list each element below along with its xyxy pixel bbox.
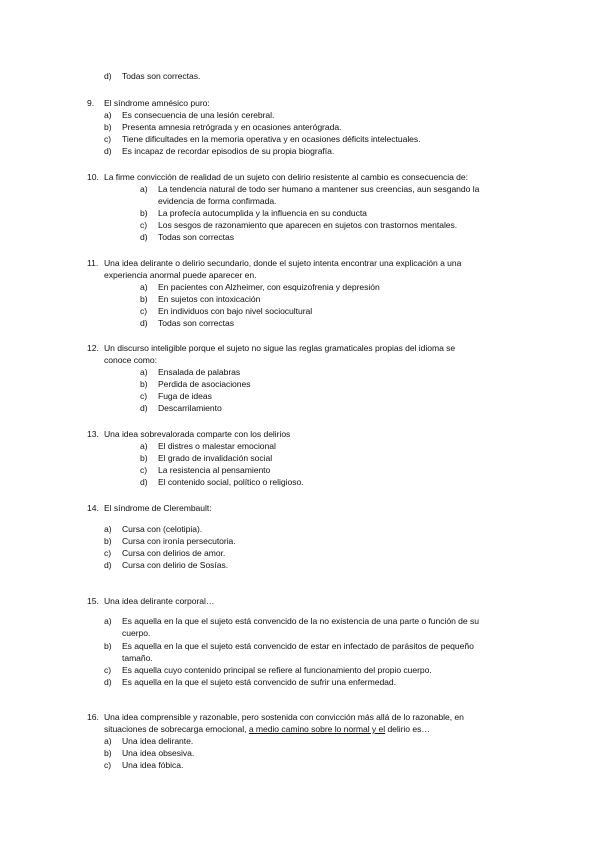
q12-option-c-letter: c)	[140, 391, 148, 401]
q9-number: 9.	[87, 98, 95, 108]
q15-option-c-letter: c)	[104, 665, 112, 675]
q11-number: 11.	[87, 258, 99, 268]
q13-option-c-text: La resistencia al pensamiento	[158, 465, 271, 475]
q9-option-d-letter: d)	[104, 146, 112, 156]
q12-option-b-letter: b)	[140, 379, 148, 389]
q15-option-d-text: Es aquella en la que el sujeto está convencido de sufrir una enfermedad.	[122, 677, 396, 687]
q16-stem-underlined-phrase: a medio camino sobre lo normal y el	[248, 724, 386, 734]
q12-stem: Un discurso inteligible porque el sujeto no sigue las reglas gramaticales propias del idioma se	[104, 343, 456, 353]
q15-number: 15.	[87, 596, 99, 606]
q10-number: 10.	[87, 172, 99, 182]
q9-option-c-letter: c)	[104, 134, 112, 144]
q15-option-a-continuation: cuerpo.	[122, 628, 151, 638]
q10-option-a-text: La tendencia natural de todo ser humano a mantener sus creencias, aun sesgando la	[158, 184, 480, 194]
q15-option-c-text: Es aquella cuyo contenido principal se refiere al funcionamiento del propio cuerpo.	[122, 665, 432, 675]
q11-option-d-letter: d)	[140, 318, 148, 328]
q13-option-a-letter: a)	[140, 441, 148, 451]
q16-option-b-letter: b)	[104, 748, 112, 758]
q11-option-c-letter: c)	[140, 306, 148, 316]
q14-option-c-text: Cursa con delirios de amor.	[122, 548, 226, 558]
q13-option-b-letter: b)	[140, 453, 148, 463]
q16-number: 16.	[87, 712, 99, 722]
q10-option-d-letter: d)	[140, 232, 148, 242]
q16-option-a-text: Una idea delirante.	[122, 736, 194, 746]
q13-option-d-text: El contenido social, político o religioso.	[158, 477, 304, 487]
q11-option-a-letter: a)	[140, 282, 148, 292]
q10-option-a-continuation: evidencia de forma confirmada.	[158, 196, 277, 206]
q9-option-b-text: Presenta amnesia retrógrada y en ocasiones anterógrada.	[122, 122, 342, 132]
q15-option-a-text: Es aquella en la que el sujeto está convencido de la no existencia de una parte o función de su	[122, 616, 479, 626]
q13-option-a-text: El distres o malestar emocional	[158, 441, 276, 451]
q15-option-b-continuation: tamaño.	[122, 653, 153, 663]
q16-stem-text-before: situaciones de sobrecarga emocional,	[104, 724, 249, 734]
q9-option-a-letter: a)	[104, 110, 112, 120]
q12-number: 12.	[87, 343, 99, 353]
q11-option-c-text: En individuos con bajo nivel sociocultural	[158, 306, 313, 316]
q14-option-b-text: Cursa con ironía persecutoria.	[122, 536, 236, 546]
q14-option-b-letter: b)	[104, 536, 112, 546]
q14-number: 14.	[87, 503, 99, 513]
q15-option-b-text: Es aquella en la que el sujeto está convencido de estar en infectado de parásitos de pequeño	[122, 641, 474, 651]
q13-option-c-letter: c)	[140, 465, 148, 475]
q16-stem-text-after: delirio es…	[385, 724, 430, 734]
q16-stem-continuation	[104, 723, 430, 735]
q13-option-b-text: El grado de invalidación social	[158, 453, 273, 463]
q9-option-d-text: Es incapaz de recordar episodios de su propia biografía.	[122, 146, 335, 156]
q12-option-b-text: Perdida de asociaciones	[158, 379, 251, 389]
q12-option-c-text: Fuga de ideas	[158, 391, 212, 401]
q12-option-a-text: Ensalada de palabras	[158, 367, 241, 377]
q9-option-b-letter: b)	[104, 122, 112, 132]
q11-stem-continuation: experiencia anormal puede aparecer en.	[104, 270, 257, 280]
q10-stem: La firme convicción de realidad de un sujeto con delirio resistente al cambio es consecuencia de:	[104, 172, 468, 182]
q11-option-b-text: En sujetos con intoxicación	[158, 294, 261, 304]
q8-option-d-text: Todas son correctas.	[122, 71, 201, 81]
q14-option-a-text: Cursa con (celotipia).	[122, 524, 203, 534]
q10-option-b-letter: b)	[140, 208, 148, 218]
q14-option-d-text: Cursa con delirio de Sosías.	[122, 560, 229, 570]
q10-option-a-letter: a)	[140, 184, 148, 194]
q11-option-a-text: En pacientes con Alzheimer, con esquizofrenia y depresión	[158, 282, 380, 292]
q12-option-a-letter: a)	[140, 367, 148, 377]
q13-option-d-letter: d)	[140, 477, 148, 487]
q12-stem-continuation: conoce como:	[104, 355, 157, 365]
q14-option-c-letter: c)	[104, 548, 112, 558]
q8-option-d-letter: d)	[104, 71, 112, 81]
q9-stem: El síndrome amnésico puro:	[104, 98, 210, 108]
q11-option-d-text: Todas son correctas	[158, 318, 234, 328]
q14-stem: El síndrome de Clerembault:	[104, 503, 212, 513]
q9-option-a-text: Es consecuencia de una lesión cerebral.	[122, 110, 275, 120]
q10-option-c-letter: c)	[140, 220, 148, 230]
q15-option-d-letter: d)	[104, 677, 112, 687]
q14-option-a-letter: a)	[104, 524, 112, 534]
q14-option-d-letter: d)	[104, 560, 112, 570]
q16-option-c-text: Una idea fóbica.	[122, 760, 184, 770]
q15-option-a-letter: a)	[104, 616, 112, 626]
q10-option-c-text: Los sesgos de razonamiento que aparecen en sujetos con trastornos mentales.	[158, 220, 458, 230]
q11-stem: Una idea delirante o delirio secundario, donde el sujeto intenta encontrar una explicación a una	[104, 258, 462, 268]
q12-option-d-letter: d)	[140, 403, 148, 413]
q16-option-b-text: Una idea obsesiva.	[122, 748, 195, 758]
q13-stem: Una idea sobrevalorada comparte con los delirios	[104, 429, 291, 439]
q12-option-d-text: Descarrilamiento	[158, 403, 222, 413]
q13-number: 13.	[87, 429, 99, 439]
q10-option-d-text: Todas son correctas	[158, 232, 234, 242]
q15-stem: Una idea delirante corporal…	[104, 596, 215, 606]
q15-option-b-letter: b)	[104, 641, 112, 651]
q16-option-c-letter: c)	[104, 760, 112, 770]
q11-option-b-letter: b)	[140, 294, 148, 304]
q10-option-b-text: La profecía autocumplida y la influencia en su conducta	[158, 208, 367, 218]
q16-option-a-letter: a)	[104, 736, 112, 746]
q16-stem: Una idea comprensible y razonable, pero sostenida con convicción más allá de lo razonable, en	[104, 712, 464, 722]
q9-option-c-text: Tiene dificultades en la memoria operativa y en ocasiones déficits intelectuales.	[122, 134, 421, 144]
